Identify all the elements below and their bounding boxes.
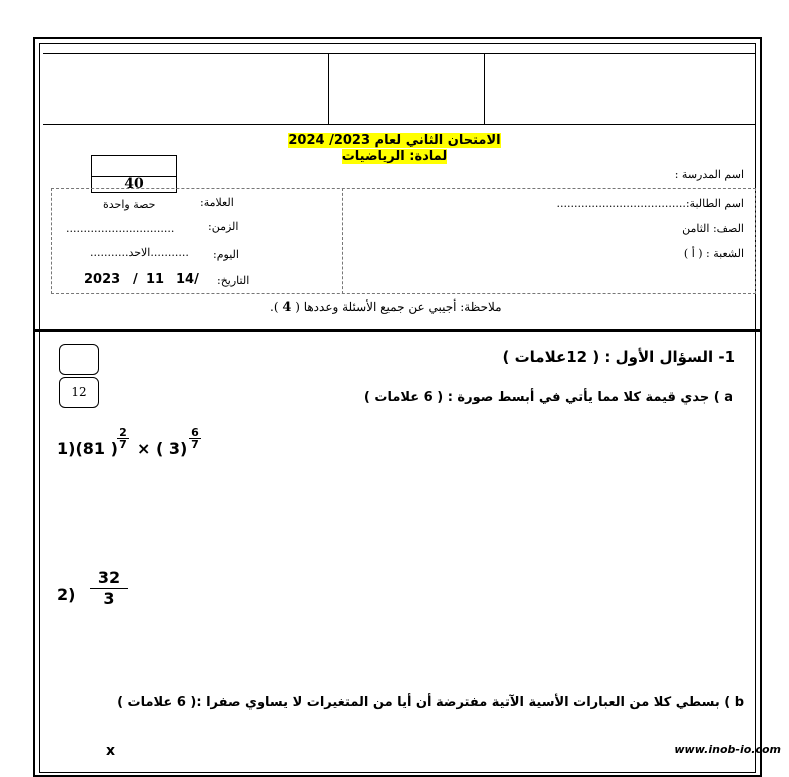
student-name-label: اسم الطالبة:..................................... — [556, 197, 744, 210]
total-mark-value: 40 — [124, 176, 144, 192]
header-cell-divider — [328, 53, 329, 125]
fraction-2-denominator: 3 — [103, 589, 115, 608]
question-mark-empty-box — [59, 344, 99, 375]
header-cell-divider — [484, 53, 485, 125]
expression-1-prefix: 1)(81 ) — [57, 439, 118, 458]
date-month: 11 — [146, 272, 165, 287]
school-name-label: اسم المدرسة : — [674, 168, 744, 181]
exponent-1-numerator: 2 — [119, 426, 127, 439]
question-mark-box: 12 — [59, 377, 99, 408]
date-label: التاريخ: — [217, 274, 250, 287]
question-1-heading: 1- السؤال الأول : ( 12علامات ) — [502, 348, 735, 366]
question-1-part-a: a ) جدي قيمة كلا مما يأتي في أبسط صورة : ( 6 علامات ) — [363, 390, 733, 405]
exponent-1 — [117, 427, 129, 450]
student-info-divider — [342, 188, 343, 294]
site-watermark: www.inob-io.com — [674, 743, 781, 756]
subject-title: لمادة: الرياضيات — [341, 149, 448, 164]
mark-label: العلامة: — [200, 196, 234, 209]
date-year: 2023 — [84, 272, 121, 287]
time-value: ............................... — [66, 222, 175, 235]
section-label: الشعبة : ( أ ) — [683, 247, 744, 260]
note-text: ملاحظة: أجيبي عن جميع الأسئلة وعددها ( — [295, 300, 502, 314]
date-separator: / — [133, 272, 138, 287]
exponent-2 — [189, 427, 201, 450]
grade-label: الصف: الثامن — [682, 222, 744, 235]
time-label: الزمن: — [208, 220, 239, 233]
exponent-2-denominator: 7 — [191, 438, 199, 451]
instructions-note — [270, 300, 502, 315]
day-value: ...........الاحد........... — [90, 246, 189, 259]
note-close: ). — [270, 300, 279, 314]
question-1-part-b: b ) بسطي كلا من العبارات الأسية الآتية مفترضة أن أيا من المتغيرات لا يساوي صفرا :( 6 علامات ) — [117, 695, 744, 710]
date-day: 14/ — [176, 272, 199, 287]
fraction-2 — [90, 568, 128, 609]
fraction-2-numerator: 32 — [97, 568, 121, 587]
question-count: 4 — [282, 300, 292, 315]
exponent-1-denominator: 7 — [119, 438, 127, 451]
header-table — [43, 53, 755, 125]
expression-x: x — [106, 743, 116, 759]
expression-2-label: 2) — [57, 585, 76, 604]
exponent-2-numerator: 6 — [191, 426, 199, 439]
section-divider — [35, 329, 760, 332]
expression-1-middle: × ( 3) — [137, 439, 188, 458]
day-label: اليوم: — [213, 248, 239, 261]
exam-title: الامتحان الثاني لعام 2023/ 2024 — [288, 133, 501, 148]
mark-value: حصة واحدة — [103, 198, 156, 211]
